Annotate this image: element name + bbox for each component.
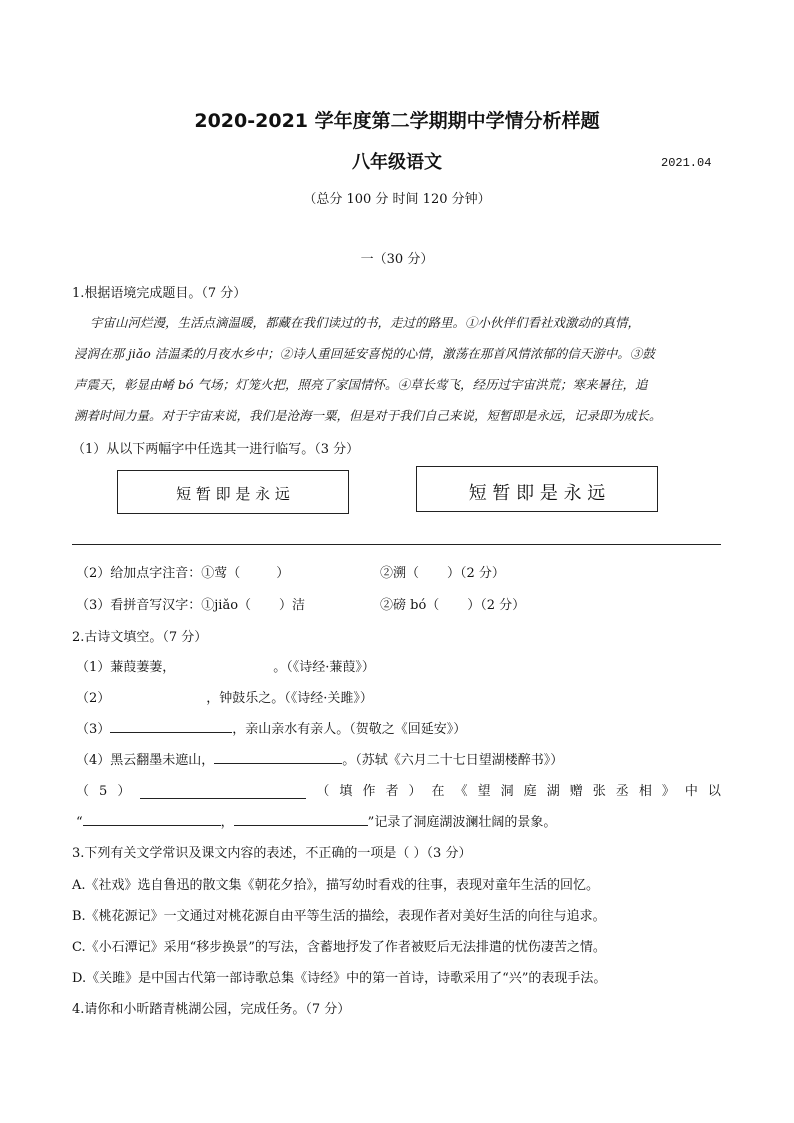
calligraphy-text-right: 短 暂 即 是 永 远 bbox=[468, 483, 606, 504]
token: 填 bbox=[339, 784, 353, 799]
calligraphy-text-left: 短 暂 即 是 永 远 bbox=[176, 485, 290, 503]
token: 者 bbox=[385, 784, 399, 799]
writing-line bbox=[72, 544, 721, 545]
q1-stem: 1.根据语境完成题目。（7 分） bbox=[72, 286, 247, 301]
q2-line-1-end: 。（《诗经·蒹葭》） bbox=[273, 660, 375, 675]
q1-sub3-tail: ）（2 分） bbox=[467, 598, 526, 613]
q1-sub3 bbox=[76, 594, 305, 613]
q2-line-4 bbox=[76, 749, 563, 768]
token: 《 bbox=[454, 784, 468, 799]
token: ） bbox=[408, 784, 422, 799]
q2-line-2-end: ，钟鼓乐之。（《诗经·关雎》） bbox=[206, 691, 373, 706]
answer-blank[interactable] bbox=[234, 813, 368, 826]
q2-line-4-start: （4）黑云翻墨未遮山， bbox=[76, 753, 215, 768]
q3-option-b: B.《桃花源记》一文通过对桃花源自由平等生活的描绘，表现作者对美好生活的向往与追求。 bbox=[72, 909, 606, 924]
answer-blank[interactable] bbox=[140, 786, 306, 799]
q3-option-c: C.《小石潭记》采用“移步换景”的写法，含蓄地抒发了作者被贬后无法排遣的忧伤凄苦之情。 bbox=[72, 940, 606, 955]
token: 望 bbox=[477, 784, 491, 799]
calligraphy-box-right bbox=[416, 466, 658, 512]
q1-sub2-label: （2）给加点字注音：①莺（ bbox=[76, 566, 241, 581]
q1-sub1: （1）从以下两幅字中任选其一进行临写。（3 分） bbox=[72, 442, 360, 457]
q1-passage-line-2: 浸润在那 jiǎo 洁温柔的月夜水乡中；②诗人重回延安喜悦的心情，激荡在那首风情浓郁的信天游中。③鼓 bbox=[74, 346, 655, 361]
q1-sub2-second-label: ②溯（ bbox=[380, 566, 420, 581]
q1-sub3-close: ）洁 bbox=[279, 598, 306, 613]
token: 在 bbox=[431, 784, 445, 799]
exam-title: 2020-2021 学年度第二学期期中学情分析样题 bbox=[194, 110, 600, 132]
q2-line-3 bbox=[76, 718, 466, 737]
token: 赠 bbox=[569, 784, 583, 799]
token: ） bbox=[117, 784, 131, 799]
token: 洞 bbox=[500, 784, 514, 799]
q2-line-4-end: 。（苏轼《六月二十七日望湖楼醉书》） bbox=[342, 753, 564, 768]
q1-passage-line-4: 溯着时间力量。对于宇宙来说，我们是沧海一粟，但是对于我们自己来说，短暂即是永远，记录即为成长。 bbox=[74, 408, 662, 423]
token: （ bbox=[316, 784, 330, 799]
q2-line-6-end: ”记录了洞庭湖波澜壮阔的景象。 bbox=[367, 815, 557, 830]
q2-line-1 bbox=[76, 656, 375, 675]
token: 中 bbox=[684, 784, 698, 799]
q3-stem: 3.下列有关文学常识及课文内容的表述，不正确的一项是（ ）（3 分） bbox=[72, 846, 472, 861]
subject-title: 八年级语文 bbox=[352, 152, 442, 173]
q1-sub3-second bbox=[380, 594, 525, 613]
q2-line-2 bbox=[76, 687, 373, 706]
q2-line-1-start: （1）蒹葭萋萋， bbox=[76, 660, 176, 675]
q1-sub2-second bbox=[380, 562, 505, 581]
q1-sub3-label: （3）看拼音写汉字：①jiǎo（ bbox=[76, 598, 252, 613]
token: 以 bbox=[707, 784, 721, 799]
answer-blank[interactable] bbox=[214, 751, 342, 764]
exam-info: （总分 100 分 时间 120 分钟） bbox=[303, 192, 491, 207]
q3-option-d: D.《关雎》是中国古代第一部诗歌总集《诗经》中的第一首诗，诗歌采用了“兴”的表现手法。 bbox=[72, 971, 607, 986]
q1-passage-line-3: 声震天，彰显由崤 bó 气场；灯笼火把，照亮了家国情怀。④草长莺飞，经历过宇宙洪荒；寒来暑往，追 bbox=[74, 377, 648, 392]
token: 庭 bbox=[523, 784, 537, 799]
section-heading: 一（30 分） bbox=[360, 252, 434, 267]
q1-passage-line-1: 宇宙山河烂漫，生活点滴温暖，都藏在我们读过的书，走过的路里。①小伙伴们看社戏激动的真情， bbox=[90, 315, 641, 330]
q2-line-5 bbox=[76, 780, 721, 799]
token: 相 bbox=[638, 784, 652, 799]
q3-option-a: A.《社戏》选自鲁迅的散文集《朝花夕拾》，描写幼时看戏的往事，表现对童年生活的回忆。 bbox=[72, 878, 600, 893]
q1-sub2-tail: ）（2 分） bbox=[447, 566, 505, 581]
q2-line-6-open: “ bbox=[76, 815, 83, 830]
token: （ bbox=[76, 784, 90, 799]
q1-sub2 bbox=[76, 562, 289, 581]
answer-blank[interactable] bbox=[110, 720, 232, 733]
exam-date: 2021.04 bbox=[661, 156, 712, 170]
token: 张 bbox=[592, 784, 606, 799]
q2-line-6-comma: ， bbox=[220, 815, 234, 830]
q2-line-3-start: （3） bbox=[76, 722, 111, 737]
token: 》 bbox=[661, 784, 675, 799]
q1-sub2-close: ） bbox=[276, 566, 290, 581]
q2-line-6 bbox=[76, 811, 556, 830]
answer-blank[interactable] bbox=[83, 813, 221, 826]
q2-line-2-start: （2） bbox=[76, 691, 111, 706]
calligraphy-box-left bbox=[117, 470, 349, 514]
q2-line-3-end: ，亲山亲水有亲人。（贺敬之《回延安》） bbox=[232, 722, 467, 737]
token: 湖 bbox=[546, 784, 560, 799]
token: 5 bbox=[99, 784, 108, 799]
q4-stem: 4.请你和小昕踏青桃湖公园，完成任务。（7 分） bbox=[72, 1002, 351, 1017]
q2-stem: 2.古诗文填空。（7 分） bbox=[72, 630, 208, 645]
token: 作 bbox=[362, 784, 376, 799]
q1-sub3-second-label: ②磅 bó（ bbox=[380, 598, 440, 613]
token: 丞 bbox=[615, 784, 629, 799]
